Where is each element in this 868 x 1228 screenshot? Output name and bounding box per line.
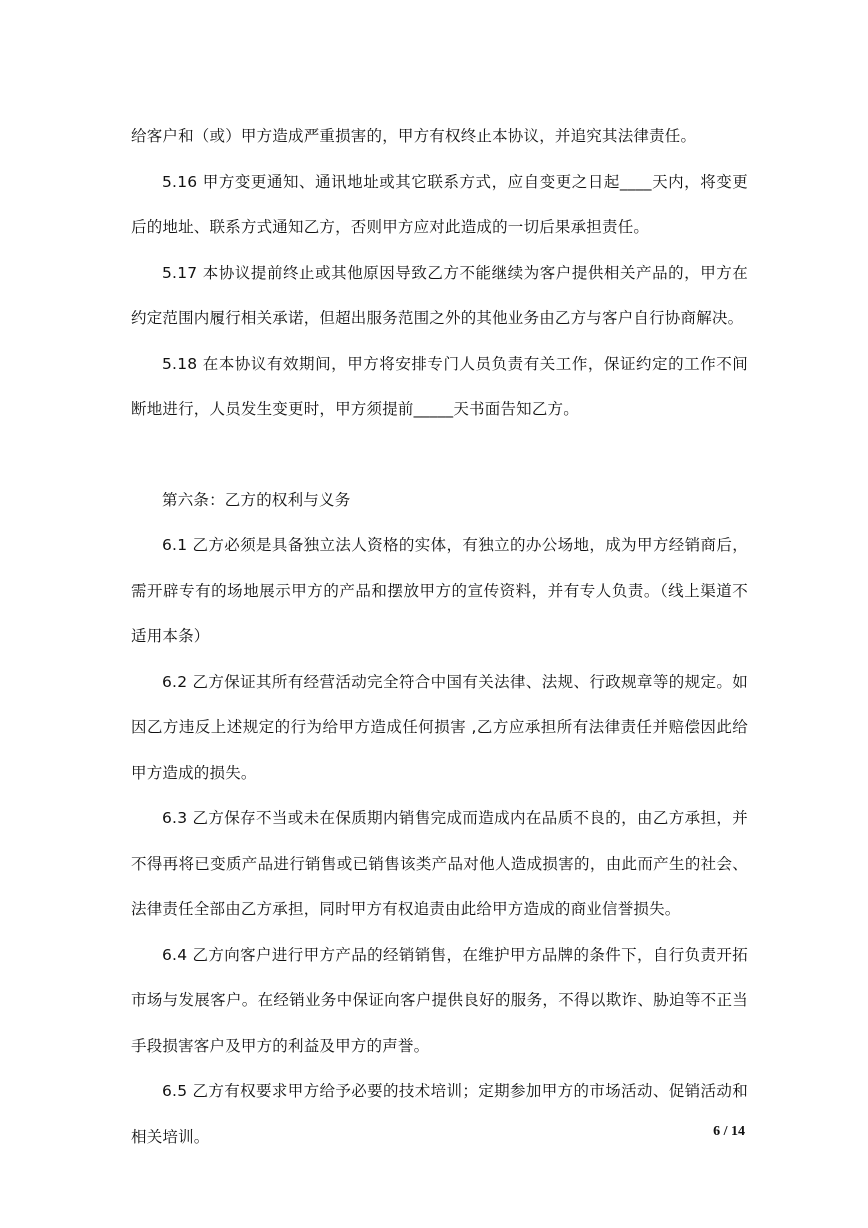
paragraph-6-4: 6.4 乙方向客户进行甲方产品的经销销售，在维护甲方品牌的条件下，自行负责开拓市场与发展客户。在经销业务中保证向客户提供良好的服务，不得以欺诈、胁迫等不正当手段损害客户及甲方的利益及甲方的声誉。 — [131, 945, 748, 1055]
document-body — [131, 114, 748, 1160]
paragraph-6-1: 6.1 乙方必须是具备独立法人资格的实体，有独立的办公场地，成为甲方经销商后，需开辟专有的场地展示甲方的产品和摆放甲方的宣传资料，并有专人负责。（线上渠道不适用本条） — [131, 536, 748, 645]
paragraph-6-3: 6.3 乙方保存不当或未在保质期内销售完成而造成内在品质不良的，由乙方承担，并不得再将已变质产品进行销售或已销售该类产品对他人造成损害的，由此而产生的社会、法律责任全部由乙方承担，同时甲方有权追责由此给甲方造成的商业信誉损失。 — [131, 809, 748, 918]
paragraph-5-17: 5.17 本协议提前终止或其他原因导致乙方不能继续为客户提供相关产品的，甲方在约定范围内履行相关承诺，但超出服务范围之外的其他业务由乙方与客户自行协商解决。 — [131, 263, 748, 327]
page-number: 6 / 14 — [713, 1124, 745, 1139]
paragraph-5-16: 5.16 甲方变更通知、通讯地址或其它联系方式，应自变更之日起____天内，将变更后的地址、联系方式通知乙方，否则甲方应对此造成的一切后果承担责任。 — [131, 172, 748, 236]
section-heading: 第六条：乙方的权利与义务 — [162, 490, 351, 509]
paragraph-6-5: 6.5 乙方有权要求甲方给予必要的技术培训；定期参加甲方的市场活动、促销活动和相关培训。 — [131, 1082, 748, 1146]
paragraph-6-2: 6.2 乙方保证其所有经营活动完全符合中国有关法律、法规、行政规章等的规定。如因乙方违反上述规定的行为给甲方造成任何损害 ,乙方应承担所有法律责任并赔偿因此给甲方造成的损失。 — [131, 672, 748, 782]
paragraph-5-15-continuation: 给客户和（或）甲方造成严重损害的，甲方有权终止本协议，并追究其法律责任。 — [131, 127, 697, 145]
paragraph-5-18: 5.18 在本协议有效期间，甲方将安排专门人员负责有关工作，保证约定的工作不间断地进行，人员发生变更时，甲方须提前_____天书面告知乙方。 — [131, 354, 748, 418]
